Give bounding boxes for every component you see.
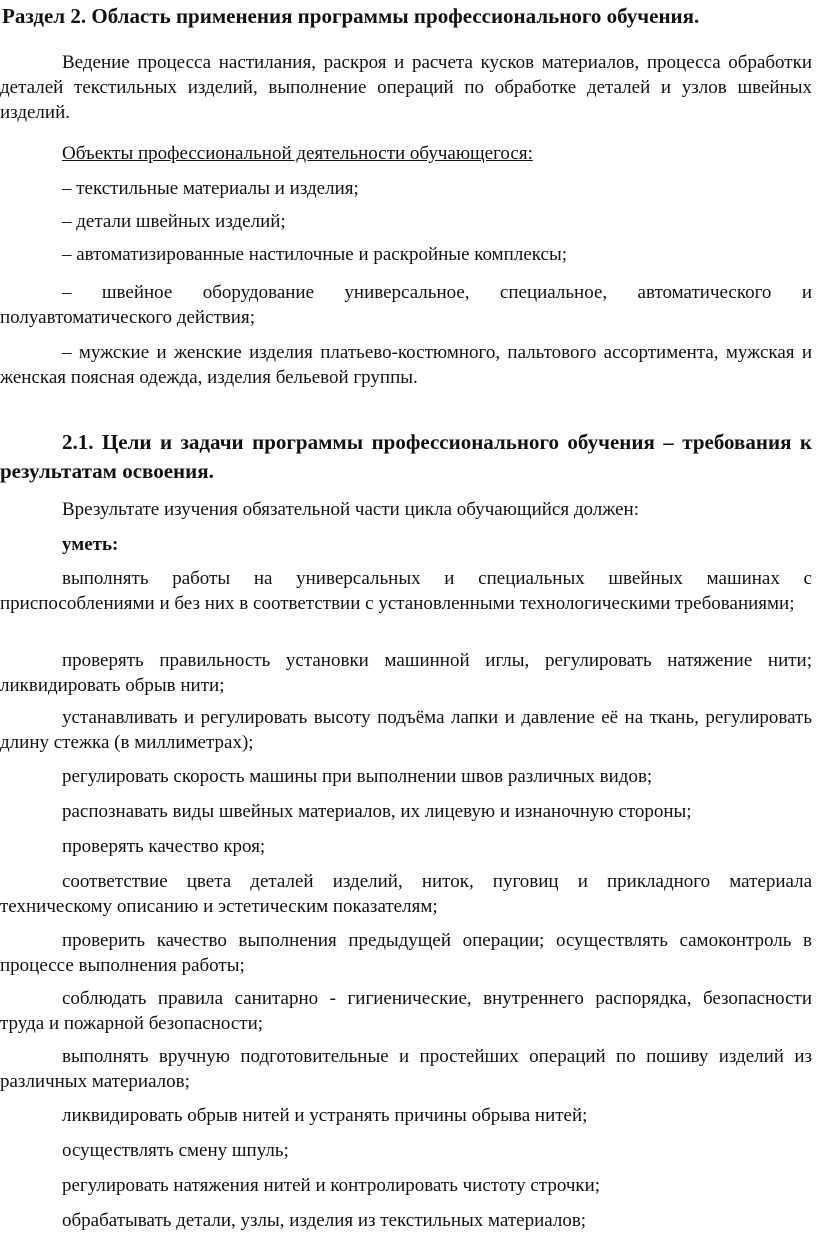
skill-item: обрабатывать детали, узлы, изделия из текстильных материалов; (62, 1210, 587, 1231)
subsection-title: 2.1. Цели и задачи программы профессионального обучения – требования к результатам освоения. (0, 430, 812, 483)
objects-item: – швейное оборудование универсальное, специальное, автоматического и полуавтоматического действия; (0, 282, 812, 328)
objects-item: – автоматизированные настилочные и раскройные комплексы; (62, 244, 568, 265)
skill-item: осуществлять смену шпуль; (62, 1140, 289, 1161)
skill-item: проверить качество выполнения предыдущей операции; осуществлять самоконтроль в процессе выполнения работы; (0, 930, 812, 976)
section-title: Раздел 2. Область применения программы профессионального обучения. (2, 4, 700, 28)
skill-item: проверять правильность установки машинной иглы, регулировать натяжение нити; ликвидировать обрыв нити; (0, 650, 812, 696)
lead-in-paragraph: Врезультате изучения обязательной части цикла обучающийся должен: (62, 499, 639, 520)
objects-item: – текстильные материалы и изделия; (62, 178, 359, 199)
skill-item: соблюдать правила санитарно - гигиенические, внутреннего распорядка, безопасности труда и пожарной безопасности; (0, 988, 812, 1034)
objects-heading-text: Объекты профессиональной деятельности обучающегося: (62, 143, 533, 164)
skill-item: регулировать натяжения нитей и контролировать чистоту строчки; (62, 1175, 601, 1196)
skill-item: соответствие цвета деталей изделий, ниток, пуговиц и прикладного материала техническому описанию и эстетическим показателям; (0, 871, 812, 917)
skill-item: выполнять работы на универсальных и специальных швейных машинах с приспособлениями и без них в соответствии с установленными технологическими требованиями; (0, 568, 812, 614)
skill-item: распознавать виды швейных материалов, их лицевую и изнаночную стороны; (62, 801, 692, 822)
skills-label-text: уметь: (62, 534, 119, 555)
objects-heading (0, 141, 812, 166)
intro-paragraph: Ведение процесса настилания, раскроя и расчета кусков материалов, процесса обработки деталей текстильных изделий, выполнение операций по обработке деталей и узлов швейных изделий. (0, 52, 812, 123)
skill-item: проверять качество кроя; (62, 836, 266, 857)
objects-item: – детали швейных изделий; (62, 211, 286, 232)
skill-item: ликвидировать обрыв нитей и устранять причины обрыва нитей; (62, 1105, 588, 1126)
skills-label (0, 532, 812, 557)
skill-item: выполнять вручную подготовительные и простейших операций по пошиву изделий из различных материалов; (0, 1046, 812, 1092)
skill-item: устанавливать и регулировать высоту подъёма лапки и давление её на ткань, регулировать длину стежка (в миллиметрах); (0, 707, 812, 753)
objects-item: – мужские и женские изделия платьево-костюмного, пальтового ассортимента, мужская и женская поясная одежда, изделия бельевой группы. (0, 342, 812, 388)
skill-item: регулировать скорость машины при выполнении швов различных видов; (62, 766, 653, 787)
